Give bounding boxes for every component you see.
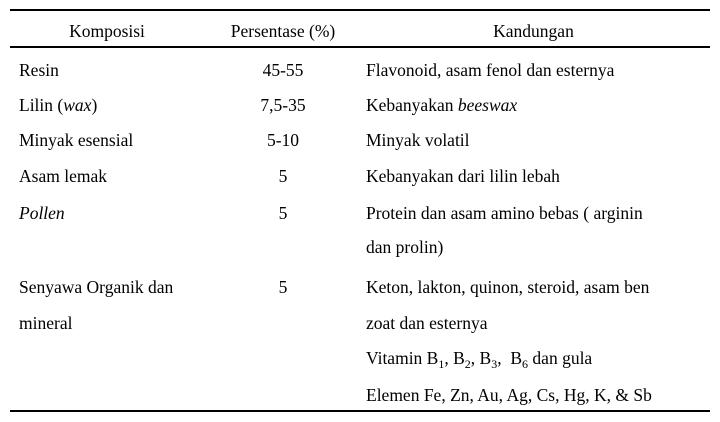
row-resin-komposisi: Resin xyxy=(19,60,59,80)
row-senyawa-komposisi-1: Senyawa Organik dan xyxy=(19,277,174,297)
table-header-rule xyxy=(10,46,710,48)
row-minyak-komposisi: Minyak esensial xyxy=(19,130,134,150)
header-komposisi: Komposisi xyxy=(69,21,145,41)
row-pollen-komposisi xyxy=(19,203,65,223)
sub-3: 3 xyxy=(491,357,498,371)
row-minyak-persen: 5-10 xyxy=(266,130,300,150)
row-resin-persen: 45-55 xyxy=(262,60,304,80)
row-asam-persen: 5 xyxy=(278,166,288,186)
row-minyak-kandungan: Minyak volatil xyxy=(366,130,470,150)
table-bottom-rule xyxy=(10,410,710,412)
row-lilin-komposisi: Lilin (wax) xyxy=(19,95,98,115)
row-senyawa-kandungan-1: Keton, lakton, quinon, steroid, asam ben xyxy=(366,277,650,297)
vitamin-b-label: Vitamin B xyxy=(366,348,439,368)
row-pollen-kandungan-2: dan prolin) xyxy=(366,237,444,257)
row-asam-komposisi: Asam lemak xyxy=(19,166,107,186)
row-senyawa-kandungan-2: zoat dan esternya xyxy=(366,313,488,333)
row-senyawa-komposisi-2: mineral xyxy=(19,313,73,333)
row-resin-kandungan: Flavonoid, asam fenol dan esternya xyxy=(366,60,615,80)
beeswax-label: beeswax xyxy=(457,95,518,115)
row-pollen-kandungan-1: Protein dan asam amino bebas ( arginin xyxy=(366,203,643,223)
row-senyawa-persen: 5 xyxy=(278,277,288,297)
row-asam-kandungan: Kebanyakan dari lilin lebah xyxy=(366,166,560,186)
sub-1: 1 xyxy=(438,357,445,371)
row-vitamin: Vitamin $B_1$, $B_2$, $B_3$, $B_6$ dan gula xyxy=(366,348,593,371)
pollen-label: Pollen xyxy=(19,203,65,223)
row-lilin-persen: 7,5-35 xyxy=(260,95,306,115)
sub-6: 6 xyxy=(522,357,529,371)
row-pollen-persen: 5 xyxy=(278,203,288,223)
b3-label: B xyxy=(479,348,492,368)
header-kandungan: Kandungan xyxy=(493,21,574,41)
b6-label: B xyxy=(510,348,523,368)
dan-gula-label: dan gula xyxy=(532,348,593,368)
b2-label: B xyxy=(453,348,465,368)
row-elemen: Elemen Fe, Zn, Au, Ag, Cs, Hg, K, & Sb xyxy=(366,385,652,405)
lilin-label: Lilin xyxy=(19,95,54,115)
row-lilin-kandungan xyxy=(366,95,517,115)
header-persentase: Persentase (%) xyxy=(230,21,336,41)
kebanyakan-label: Kebanyakan xyxy=(366,95,454,115)
sub-2: 2 xyxy=(464,357,471,371)
table-top-rule xyxy=(10,9,710,11)
wax-label: wax xyxy=(63,95,92,115)
